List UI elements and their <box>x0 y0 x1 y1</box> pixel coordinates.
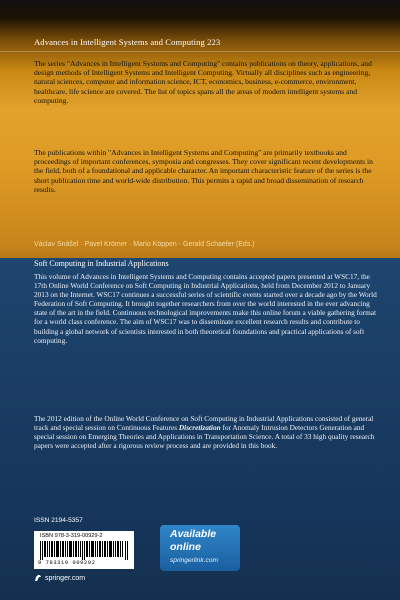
publisher-url[interactable]: springer.com <box>45 574 86 582</box>
isbn-label: ISBN 978-3-319-00929-2 <box>40 533 103 539</box>
series-title: Advances in Intelligent Systems and Computing 223 <box>34 37 221 47</box>
barcode <box>34 531 134 569</box>
barcode-digits: 9 783319 009292 <box>38 560 96 566</box>
badge-link[interactable]: springerlink.com <box>170 557 219 564</box>
badge-line-2: online <box>170 541 201 553</box>
abstract-text-end: for Anomaly Intrusion Detectors Generation and special session on Emerging Theories and Applications in Transportation Science. A total of 33 high quality research papers were accepted after a rigorous review process and are provided in this book. <box>34 423 375 451</box>
book-abstract-2 <box>34 414 382 450</box>
editors-line: Václav Snášel · Pavel Krömer · Mario Köppen · Gerald Schaefer (Eds.) <box>34 241 255 248</box>
emphasis-term: Discretization <box>178 423 221 433</box>
issn: ISSN 2194-5357 <box>34 517 83 524</box>
divider <box>0 51 400 52</box>
series-description-2: The publications within "Advances in Intelligent Systems and Computing" are primarily textbooks and proceedings of important conferences, symposia and congresses. They cover significant recent developments in the field, both of a foundational and applicable character. An important characteristic feature of the series is the short publication time and world-wide distribution. This permits a rapid and broad dissemination of research results. <box>34 148 373 194</box>
abstract-text: The 2012 edition of the Online World Conference on Soft Computing in Industrial Applications consisted of general track and special session on Continuous Features <box>34 414 374 433</box>
springer-horse-icon <box>34 574 42 582</box>
barcode-bars <box>40 541 128 560</box>
publisher-mark[interactable] <box>34 574 85 582</box>
series-description: The series "Advances in Intelligent Systems and Computing" contains publications on theory, applications, and design methods of Intelligent Systems and Intelligent Computing. Virtually all disciplines such as engineering, natural sciences, computer and information science, ICT, economics, business, e-commerce, environment, healthcare, life science are covered. The list of topics spans all the areas of modern intelligent systems and computing. <box>34 59 372 105</box>
book-abstract: This volume of Advances in Intelligent Systems and Computing contains accepted papers presented at WSC17, the 17th Online World Conference on Soft Computing in Industrial Applications, held from December 2012 to January 2013 on the Internet. WSC17 continues a successful series of scientific events started over a decade ago by the World Federation of Soft Computing. It brought together researchers from over the world interested in the ever advancing state of the art in the field. Continuous technological improvements make this online forum a viable gathering format for a world class conference. The aim of WSC17 was to disseminate excellent research results and contribute to building a global network of scientists interested in both theoretical foundations and practical applications of soft computing. <box>34 272 377 345</box>
available-online-badge[interactable] <box>160 525 240 571</box>
book-title: Soft Computing in Industrial Applications <box>34 259 169 268</box>
badge-line-1: Available <box>170 528 217 540</box>
